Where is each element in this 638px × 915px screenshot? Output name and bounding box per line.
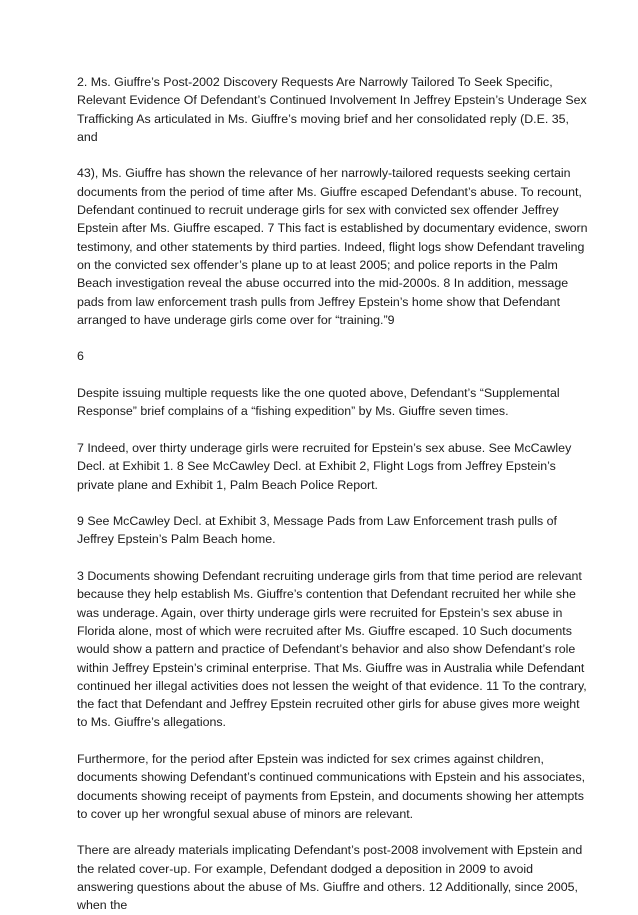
page-number: 6 bbox=[77, 349, 84, 364]
body-paragraph: Despite issuing multiple requests like the one quoted above, Defendant’s “Supplemental Response” brief complains of a “fishing expedition” by Ms. Giuffre seven times. bbox=[77, 386, 560, 419]
heading-paragraph: 2. Ms. Giuffre’s Post-2002 Discovery Requests Are Narrowly Tailored To Seek Specific, Relevant Evidence Of Defendant’s Continued Involvement In Jeffrey Epstein’s Underage Sex Trafficking As articulated in Ms. Giuffre’s moving brief and her consolidated reply (D.E. 35, and bbox=[77, 75, 587, 144]
body-paragraph: 43), Ms. Giuffre has shown the relevance of her narrowly-tailored requests seeking certain documents from the period of time after Ms. Giuffre escaped Defendant’s abuse. To recount, Defendant continued to recruit underage girls for sex with convicted sex offender Jeffrey Epstein after Ms. Giuffre escaped. 7 This fact is established by documentary evidence, sworn testimony, and other statements by third parties. Indeed, flight logs show Defendant traveling on the convicted sex offender’s plane up to at least 2005; and police reports in the Palm Beach investigation reveal the abuse occurred into the mid-2000s. 8 In addition, message pads from law enforcement trash pulls from Jeffrey Epstein’s home show that Defendant arranged to have underage girls come over for “training.”9 bbox=[77, 166, 588, 327]
body-paragraph: Furthermore, for the period after Epstein was indicted for sex crimes against children, documents showing Defendant’s continued communications with Epstein and his associates, documents showing receipt of payments from Epstein, and documents showing her attempts to cover up her wrongful sexual abuse of minors are relevant. bbox=[77, 751, 586, 821]
footnote-paragraph: 7 Indeed, over thirty underage girls were recruited for Epstein’s sex abuse. See McCawley Decl. at Exhibit 1. 8 See McCawley Decl. at Exhibit 2, Flight Logs from Jeffrey Epstein’s private plane and Exhibit 1, Palm Beach Police Report. bbox=[77, 440, 572, 492]
footnote-paragraph: 9 See McCawley Decl. at Exhibit 3, Message Pads from Law Enforcement trash pulls of Jeffrey Epstein’s Palm Beach home. bbox=[77, 514, 558, 547]
body-paragraph: 3 Documents showing Defendant recruiting underage girls from that time period are relevant because they help establish Ms. Giuffre’s contention that Defendant recruited her while she was underage. Again, over thirty underage girls were recruited for Epstein’s sex abuse in Florida alone, most of which were recruited after Ms. Giuffre escaped. 10 Such documents would show a pattern and practice of Defendant’s behavior and also show Defendant’s role within Jeffrey Epstein’s criminal enterprise. That Ms. Giuffre was in Australia while Defendant continued her illegal activities does not lessen the weight of that evidence. 11 To the contrary, the fact that Defendant and Jeffrey Epstein recruited other girls for abuse gives more weight to Ms. Giuffre’s allegations. bbox=[77, 569, 587, 730]
body-paragraph: There are already materials implicating Defendant’s post-2008 involvement with Epstein and the related cover-up. For example, Defendant dodged a deposition in 2009 to avoid answering questions about the abuse of Ms. Giuffre and others. 12 Additionally, since 2005, when the bbox=[77, 843, 583, 913]
